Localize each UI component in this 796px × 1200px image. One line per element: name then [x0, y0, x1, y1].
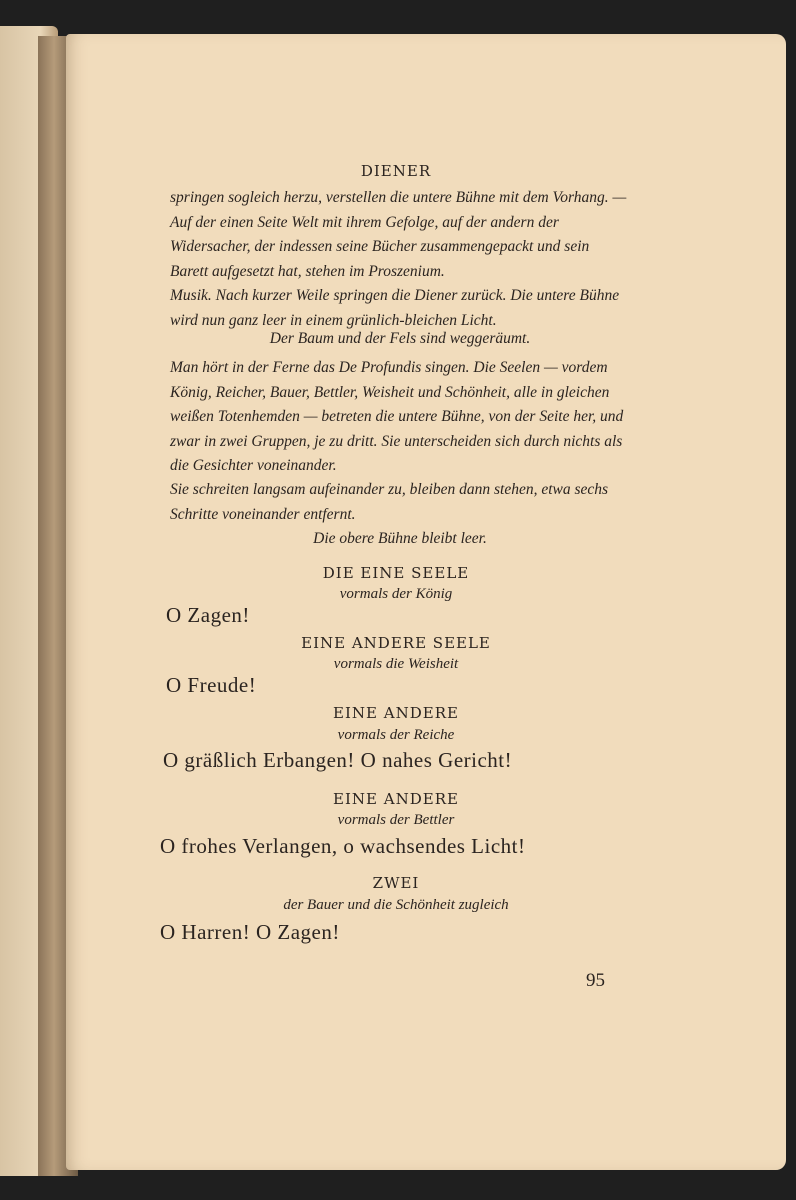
speaker-role: vormals der Bettler — [337, 812, 455, 828]
speaker-heading: EINE ANDERE SEELE — [301, 634, 491, 652]
speaker-role: der Bauer und die Schönheit zugleich — [283, 897, 509, 913]
dialogue-line: O gräßlich Erbangen! O nahes Gericht! — [163, 748, 513, 772]
speaker-heading: DIENER — [360, 162, 432, 180]
page-number: 95 — [586, 970, 605, 991]
stage-direction: Der Baum und der Fels sind weggeräumt. — [269, 330, 531, 347]
stage-direction: Musik. Nach kurzer Weile springen die Diener zurück. Die untere Bühne wird nun ganz leer in einem grünlich-bleichen Licht. — [170, 287, 620, 329]
speaker-heading: DIE EINE SEELE — [322, 564, 470, 582]
stage-direction: Man hört in der Ferne das De Profundis singen. Die Seelen — vordem König, Reicher, Bauer, Bettler, Weisheit und Schönheit, alle in gleichen weißen Totenhemden — betreten die untere Bühne, von der Seite her, und zwar in zwei Gruppen, je zu dritt. Sie unterscheiden sich durch nichts als die Gesichter voneinander. — [170, 359, 624, 474]
speaker-heading: ZWEI — [372, 874, 420, 892]
dialogue-line: O Freude! — [166, 673, 257, 697]
dialogue-line: O Zagen! — [166, 603, 250, 627]
dialogue-line: O Harren! O Zagen! — [160, 920, 340, 944]
stage-direction: Sie schreiten langsam aufeinander zu, bleiben dann stehen, etwa sechs Schritte voneinander entfernt. — [170, 481, 609, 523]
speaker-heading: EINE ANDERE — [333, 704, 459, 722]
stage-direction: Die obere Bühne bleibt leer. — [313, 530, 487, 547]
speaker-role: vormals der Reiche — [337, 727, 455, 743]
speaker-role: vormals der König — [339, 586, 453, 602]
stage-direction: springen sogleich herzu, verstellen die untere Bühne mit dem Vorhang. — Auf der einen Seite Welt mit ihrem Gefolge, auf der andern der Widersacher, der indessen seine Bücher zusammengepackt und sein Barett aufgesetzt hat, stehen im Proszenium. — [170, 189, 627, 280]
speaker-heading: EINE ANDERE — [333, 790, 459, 808]
dialogue-line: O frohes Verlangen, o wachsendes Licht! — [160, 834, 526, 858]
speaker-role: vormals die Weisheit — [333, 656, 459, 672]
